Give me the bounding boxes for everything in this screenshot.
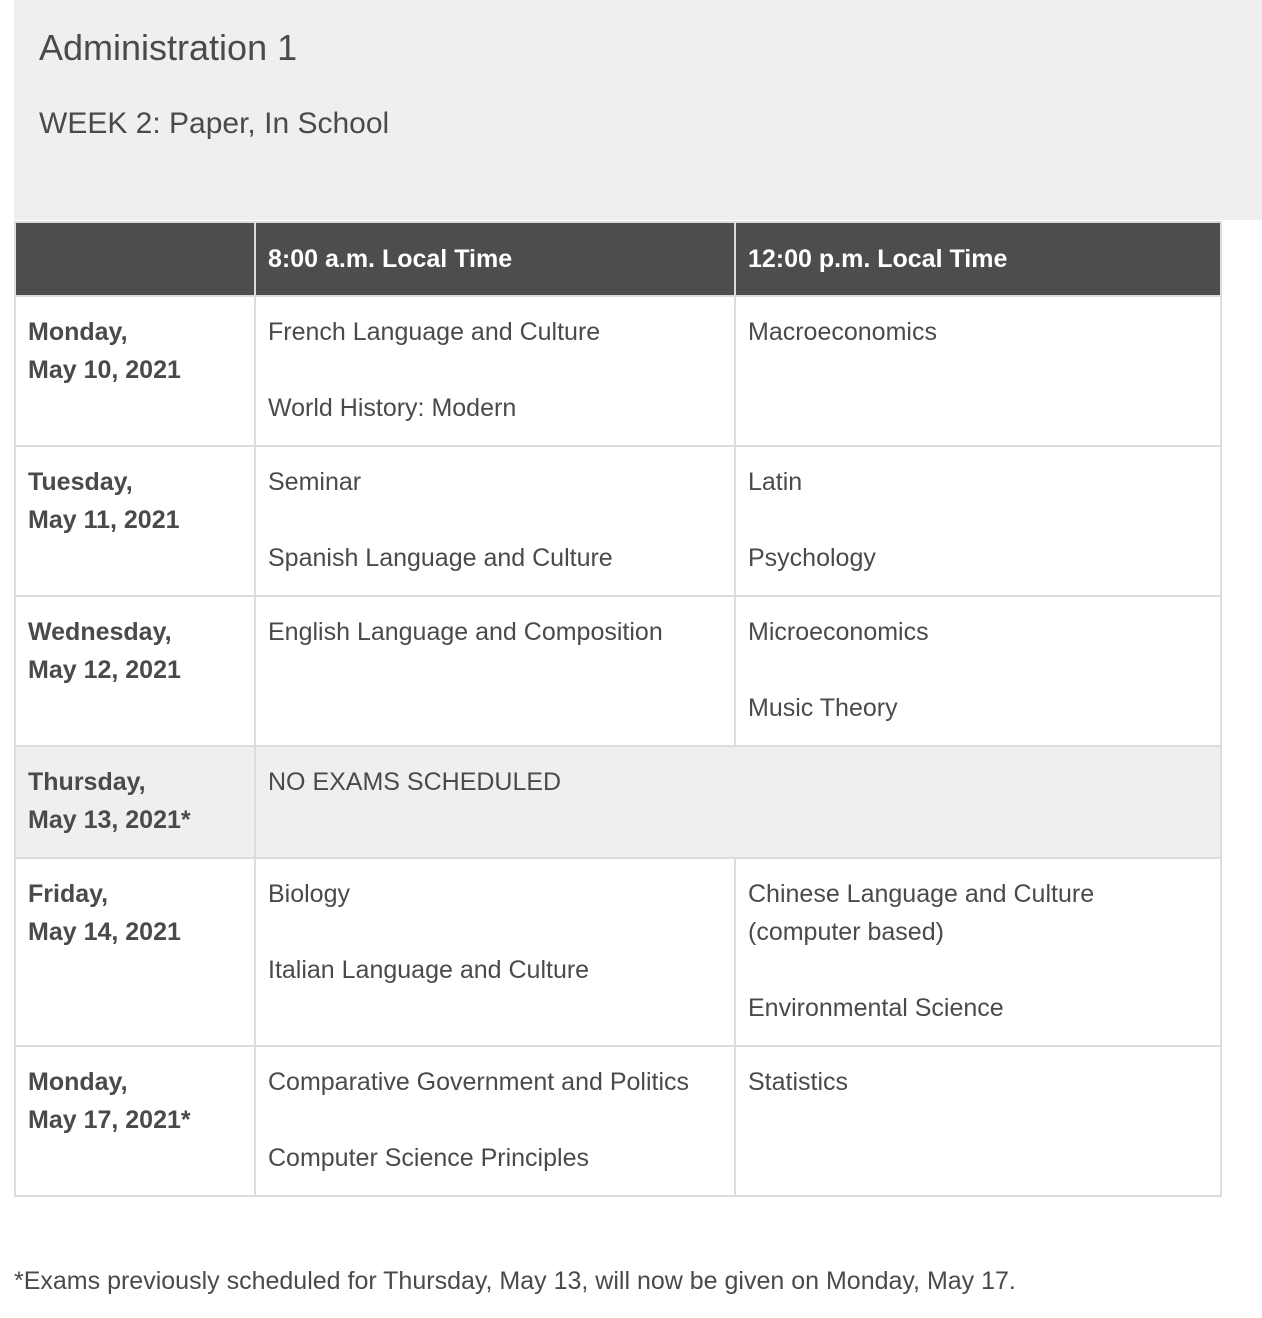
afternoon-exams-cell [735,1046,1221,1196]
morning-exams-cell [255,858,735,1046]
table-row-no-exams [15,746,1221,858]
exam-name-qualifier: (computer based) [748,918,944,946]
header-panel [14,0,1262,220]
day-cell [15,446,255,596]
morning-exams-cell [255,1046,735,1196]
column-header-afternoon: 12:00 p.m. Local Time [735,222,1221,296]
day-cell [15,746,255,858]
exam-name: Chinese Language and Culture [748,880,1095,908]
day-name: Thursday, [28,768,146,796]
day-cell [15,1046,255,1196]
no-exams-cell [255,746,1221,858]
exam-name: Macroeconomics [748,318,937,346]
table-row [15,596,1221,746]
footnote: *Exams previously scheduled for Thursday, May 13, will now be given on Monday, May 17. [14,1267,1016,1295]
table-row [15,858,1221,1046]
afternoon-exams-cell [735,596,1221,746]
day-name: Monday, [28,318,128,346]
exam-name: Environmental Science [748,994,1004,1022]
exam-schedule-table [14,221,1222,1197]
exam-name: Biology [268,880,350,908]
exam-name: English Language and Composition [268,618,663,646]
exam-name: Statistics [748,1068,849,1096]
exam-name: Comparative Government and Politics [268,1068,690,1096]
table-row [15,296,1221,446]
day-name: Monday, [28,1068,128,1096]
exam-name: Latin [748,468,803,496]
afternoon-exams-cell [735,446,1221,596]
table-row [15,1046,1221,1196]
no-exams-note: NO EXAMS SCHEDULED [268,768,562,796]
day-name: Tuesday, [28,468,133,496]
column-header-morning: 8:00 a.m. Local Time [255,222,735,296]
day-date: May 11, 2021 [28,506,180,534]
morning-exams-cell [255,296,735,446]
column-header-day [15,222,255,296]
day-name: Wednesday, [28,618,172,646]
exam-name: World History: Modern [268,394,517,422]
exam-name: Seminar [268,468,362,496]
exam-name: Computer Science Principles [268,1144,589,1172]
table-header-row [15,222,1221,296]
day-cell [15,858,255,1046]
day-date: May 12, 2021 [28,656,181,684]
morning-exams-cell [255,596,735,746]
exam-name: Psychology [748,544,876,572]
day-name: Friday, [28,880,109,908]
page-title: Administration 1 [39,27,298,68]
afternoon-exams-cell [735,296,1221,446]
week-subtitle: WEEK 2: Paper, In School [39,107,390,140]
exam-name: Italian Language and Culture [268,956,590,984]
table-row [15,446,1221,596]
afternoon-exams-cell [735,858,1221,1046]
day-date: May 17, 2021* [28,1106,191,1134]
day-cell [15,596,255,746]
morning-exams-cell [255,446,735,596]
exam-name: Music Theory [748,694,898,722]
exam-name: French Language and Culture [268,318,601,346]
exam-name: Spanish Language and Culture [268,544,613,572]
day-date: May 13, 2021* [28,806,191,834]
day-date: May 10, 2021 [28,356,181,384]
day-cell [15,296,255,446]
exam-name: Microeconomics [748,618,929,646]
day-date: May 14, 2021 [28,918,181,946]
